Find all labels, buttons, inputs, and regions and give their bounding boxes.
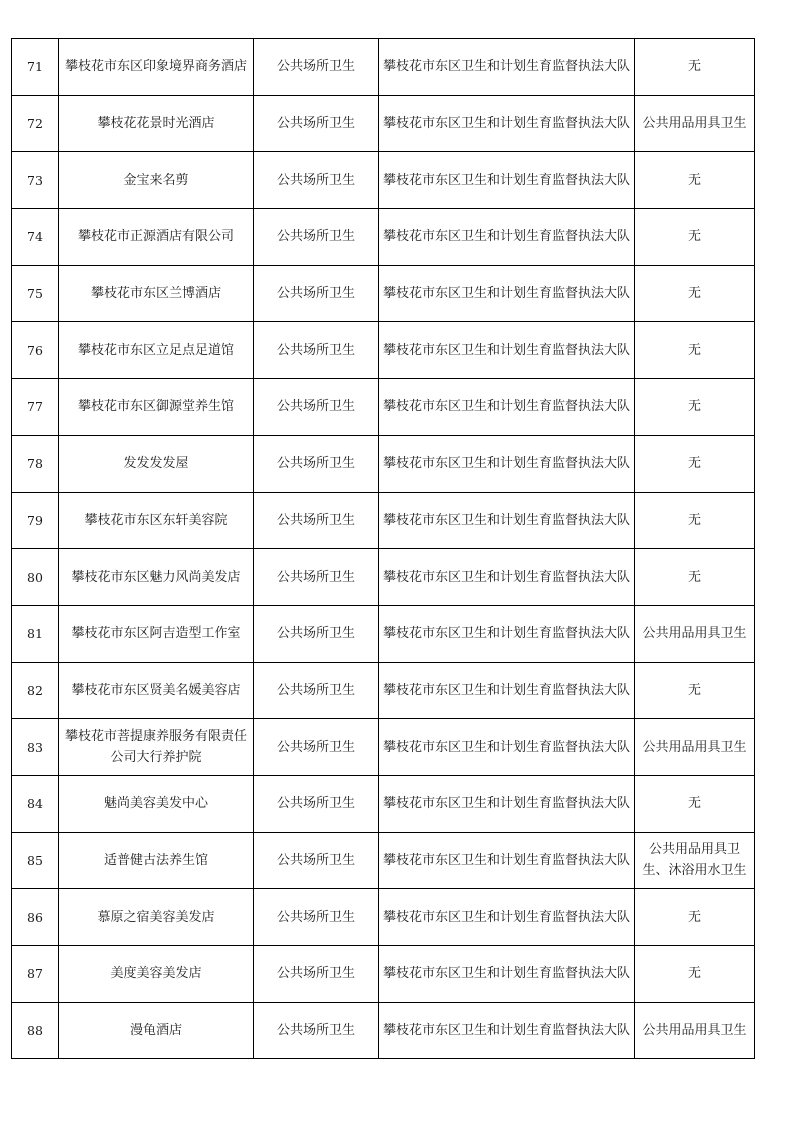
- category-cell: 公共场所卫生: [254, 832, 379, 889]
- authority-cell: 攀枝花市东区卫生和计划生育监督执法大队: [379, 152, 635, 209]
- row-number-cell: 87: [12, 946, 59, 1003]
- category-cell: 公共场所卫生: [254, 322, 379, 379]
- establishment-name-cell: 适普健古法养生馆: [59, 832, 254, 889]
- authority-cell: 攀枝花市东区卫生和计划生育监督执法大队: [379, 832, 635, 889]
- items-cell: 公共用品用具卫生、沐浴用水卫生: [635, 832, 755, 889]
- row-number-cell: 85: [12, 832, 59, 889]
- table-row: [12, 889, 755, 946]
- establishment-name-cell: 发发发发屋: [59, 435, 254, 492]
- row-number-cell: 77: [12, 379, 59, 436]
- category-cell: 公共场所卫生: [254, 946, 379, 1003]
- category-cell: 公共场所卫生: [254, 662, 379, 719]
- establishment-name-cell: 金宝来名剪: [59, 152, 254, 209]
- table-row: [12, 605, 755, 662]
- items-cell: 无: [635, 549, 755, 606]
- authority-cell: 攀枝花市东区卫生和计划生育监督执法大队: [379, 265, 635, 322]
- row-number-cell: 72: [12, 95, 59, 152]
- items-cell: 公共用品用具卫生: [635, 605, 755, 662]
- table-row: [12, 322, 755, 379]
- establishment-name-cell: 攀枝花市东区东轩美容院: [59, 492, 254, 549]
- establishment-name-cell: 魅尚美容美发中心: [59, 775, 254, 832]
- authority-cell: 攀枝花市东区卫生和计划生育监督执法大队: [379, 775, 635, 832]
- items-cell: 公共用品用具卫生: [635, 719, 755, 776]
- establishment-name-cell: 攀枝花市正源酒店有限公司: [59, 209, 254, 266]
- category-cell: 公共场所卫生: [254, 152, 379, 209]
- items-cell: 无: [635, 322, 755, 379]
- row-number-cell: 79: [12, 492, 59, 549]
- items-cell: 无: [635, 492, 755, 549]
- table-body: [12, 39, 755, 1059]
- category-cell: 公共场所卫生: [254, 1002, 379, 1059]
- authority-cell: 攀枝花市东区卫生和计划生育监督执法大队: [379, 605, 635, 662]
- table-row: [12, 1002, 755, 1059]
- table-row: [12, 832, 755, 889]
- row-number-cell: 73: [12, 152, 59, 209]
- establishment-name-cell: 攀枝花市东区贤美名媛美容店: [59, 662, 254, 719]
- row-number-cell: 71: [12, 39, 59, 96]
- items-cell: 无: [635, 152, 755, 209]
- authority-cell: 攀枝花市东区卫生和计划生育监督执法大队: [379, 549, 635, 606]
- items-cell: 无: [635, 379, 755, 436]
- authority-cell: 攀枝花市东区卫生和计划生育监督执法大队: [379, 719, 635, 776]
- row-number-cell: 86: [12, 889, 59, 946]
- category-cell: 公共场所卫生: [254, 719, 379, 776]
- items-cell: 无: [635, 435, 755, 492]
- row-number-cell: 84: [12, 775, 59, 832]
- items-cell: 无: [635, 209, 755, 266]
- table-row: [12, 719, 755, 776]
- row-number-cell: 78: [12, 435, 59, 492]
- establishment-name-cell: 攀枝花市东区御源堂养生馆: [59, 379, 254, 436]
- table-row: [12, 775, 755, 832]
- authority-cell: 攀枝花市东区卫生和计划生育监督执法大队: [379, 209, 635, 266]
- items-cell: 无: [635, 946, 755, 1003]
- row-number-cell: 80: [12, 549, 59, 606]
- authority-cell: 攀枝花市东区卫生和计划生育监督执法大队: [379, 39, 635, 96]
- row-number-cell: 74: [12, 209, 59, 266]
- category-cell: 公共场所卫生: [254, 605, 379, 662]
- items-cell: 无: [635, 39, 755, 96]
- category-cell: 公共场所卫生: [254, 265, 379, 322]
- row-number-cell: 75: [12, 265, 59, 322]
- table-row: [12, 492, 755, 549]
- category-cell: 公共场所卫生: [254, 775, 379, 832]
- table-row: [12, 379, 755, 436]
- items-cell: 无: [635, 662, 755, 719]
- establishment-name-cell: 攀枝花市菩提康养服务有限责任公司大行养护院: [59, 719, 254, 776]
- authority-cell: 攀枝花市东区卫生和计划生育监督执法大队: [379, 662, 635, 719]
- table-row: [12, 946, 755, 1003]
- document-page: [11, 38, 755, 1059]
- table-row: [12, 662, 755, 719]
- category-cell: 公共场所卫生: [254, 379, 379, 436]
- items-cell: 无: [635, 265, 755, 322]
- inspection-table: [11, 38, 755, 1059]
- category-cell: 公共场所卫生: [254, 95, 379, 152]
- authority-cell: 攀枝花市东区卫生和计划生育监督执法大队: [379, 379, 635, 436]
- establishment-name-cell: 攀枝花花景时光酒店: [59, 95, 254, 152]
- table-row: [12, 265, 755, 322]
- items-cell: 公共用品用具卫生: [635, 1002, 755, 1059]
- establishment-name-cell: 攀枝花市东区立足点足道馆: [59, 322, 254, 379]
- authority-cell: 攀枝花市东区卫生和计划生育监督执法大队: [379, 492, 635, 549]
- authority-cell: 攀枝花市东区卫生和计划生育监督执法大队: [379, 95, 635, 152]
- authority-cell: 攀枝花市东区卫生和计划生育监督执法大队: [379, 946, 635, 1003]
- table-row: [12, 39, 755, 96]
- establishment-name-cell: 攀枝花市东区印象境界商务酒店: [59, 39, 254, 96]
- table-row: [12, 209, 755, 266]
- row-number-cell: 83: [12, 719, 59, 776]
- row-number-cell: 76: [12, 322, 59, 379]
- items-cell: 无: [635, 775, 755, 832]
- establishment-name-cell: 美度美容美发店: [59, 946, 254, 1003]
- establishment-name-cell: 攀枝花市东区阿吉造型工作室: [59, 605, 254, 662]
- establishment-name-cell: 漫龟酒店: [59, 1002, 254, 1059]
- row-number-cell: 81: [12, 605, 59, 662]
- category-cell: 公共场所卫生: [254, 492, 379, 549]
- category-cell: 公共场所卫生: [254, 39, 379, 96]
- items-cell: 公共用品用具卫生: [635, 95, 755, 152]
- category-cell: 公共场所卫生: [254, 435, 379, 492]
- category-cell: 公共场所卫生: [254, 889, 379, 946]
- authority-cell: 攀枝花市东区卫生和计划生育监督执法大队: [379, 889, 635, 946]
- authority-cell: 攀枝花市东区卫生和计划生育监督执法大队: [379, 435, 635, 492]
- table-row: [12, 549, 755, 606]
- establishment-name-cell: 攀枝花市东区魅力风尚美发店: [59, 549, 254, 606]
- row-number-cell: 82: [12, 662, 59, 719]
- table-row: [12, 435, 755, 492]
- establishment-name-cell: 攀枝花市东区兰博酒店: [59, 265, 254, 322]
- row-number-cell: 88: [12, 1002, 59, 1059]
- table-row: [12, 95, 755, 152]
- authority-cell: 攀枝花市东区卫生和计划生育监督执法大队: [379, 322, 635, 379]
- establishment-name-cell: 慕原之宿美容美发店: [59, 889, 254, 946]
- table-row: [12, 152, 755, 209]
- category-cell: 公共场所卫生: [254, 549, 379, 606]
- authority-cell: 攀枝花市东区卫生和计划生育监督执法大队: [379, 1002, 635, 1059]
- category-cell: 公共场所卫生: [254, 209, 379, 266]
- items-cell: 无: [635, 889, 755, 946]
